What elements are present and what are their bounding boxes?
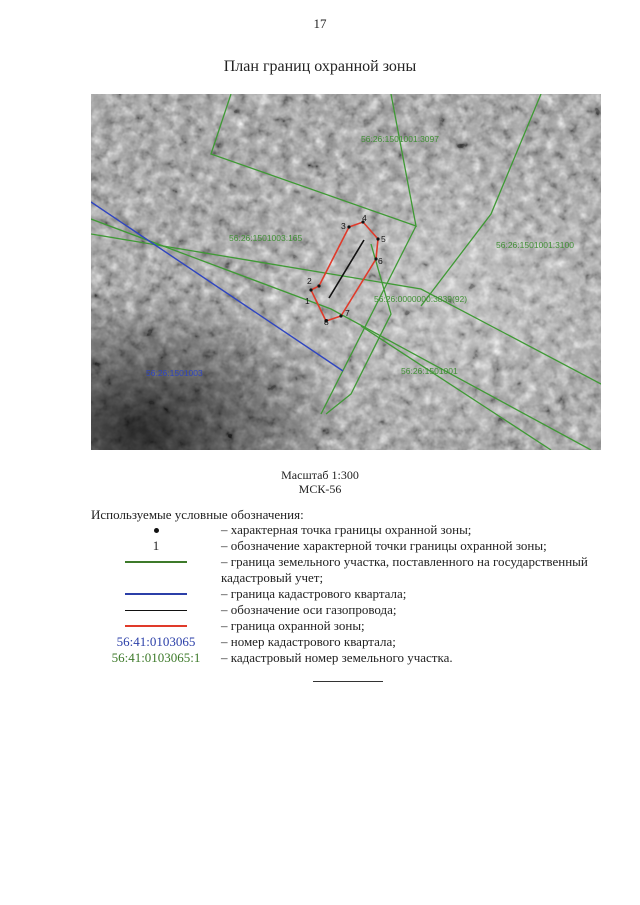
legend-item [91, 618, 611, 634]
legend-number-symbol: 1 [152, 538, 160, 553]
legend-parcel-line [125, 561, 187, 563]
legend-text: – номер кадастрового квартала; [221, 634, 396, 649]
legend-text: – граница земельного участка, поставленного на государственный кадастровый учет; [221, 554, 588, 585]
legend-item [91, 634, 611, 650]
page-number: 17 [313, 16, 327, 31]
legend-text: – обозначение оси газопровода; [221, 602, 397, 617]
legend-parcel-number: 56:41:0103065:1 [111, 650, 201, 665]
point-label: 7 [345, 308, 350, 318]
legend-item [91, 602, 611, 618]
legend-quarter-line [125, 593, 187, 595]
legend-item [91, 650, 611, 666]
map-scale [0, 468, 640, 496]
point-label: 2 [307, 276, 312, 286]
legend-item [91, 538, 611, 554]
parcel-label: 56:26:1501001:3100 [496, 240, 574, 250]
boundary-point [317, 284, 320, 287]
boundary-point [347, 225, 350, 228]
quarter-label: 56:26:1501003 [146, 368, 203, 378]
point-label: 8 [324, 317, 329, 327]
point-label: 6 [378, 256, 383, 266]
page-title: План границ охранной зоны [223, 58, 417, 75]
legend-item [91, 554, 611, 586]
boundary-point [309, 288, 312, 291]
point-label: 4 [362, 213, 367, 223]
footer-divider [313, 681, 383, 682]
point-label: 3 [341, 221, 346, 231]
legend-text: – характерная точка границы охранной зоны; [221, 522, 472, 537]
legend-point-symbol [154, 528, 159, 533]
legend-text: – обозначение характерной точки границы охранной зоны; [221, 538, 547, 553]
legend [91, 522, 611, 666]
legend-text: – граница кадастрового квартала; [221, 586, 407, 601]
legend-title: Используемые условные обозначения: [91, 507, 304, 522]
legend-pipeline-line [125, 610, 187, 611]
legend-text: – граница охранной зоны; [221, 618, 365, 633]
legend-item [91, 522, 611, 538]
boundary-point [376, 237, 379, 240]
parcel-label: 56:26:1501003:165 [229, 233, 303, 243]
parcel-label: 56:26:1501001 [401, 366, 458, 376]
aerial-map [91, 94, 601, 450]
parcel-label: 56:26:0000000:3839(92) [374, 294, 468, 304]
boundary-point [339, 314, 342, 317]
point-label: 5 [381, 234, 386, 244]
legend-text: – кадастровый номер земельного участка. [221, 650, 453, 665]
point-label: 1 [305, 296, 310, 306]
legend-zone-line [125, 625, 187, 627]
parcel-label: 56:26:1501001:3097 [361, 134, 439, 144]
scale-text: Масштаб 1:300 [281, 468, 359, 482]
legend-quarter-number: 56:41:0103065 [116, 634, 196, 649]
crs-text: МСК-56 [298, 482, 342, 496]
legend-item [91, 586, 611, 602]
